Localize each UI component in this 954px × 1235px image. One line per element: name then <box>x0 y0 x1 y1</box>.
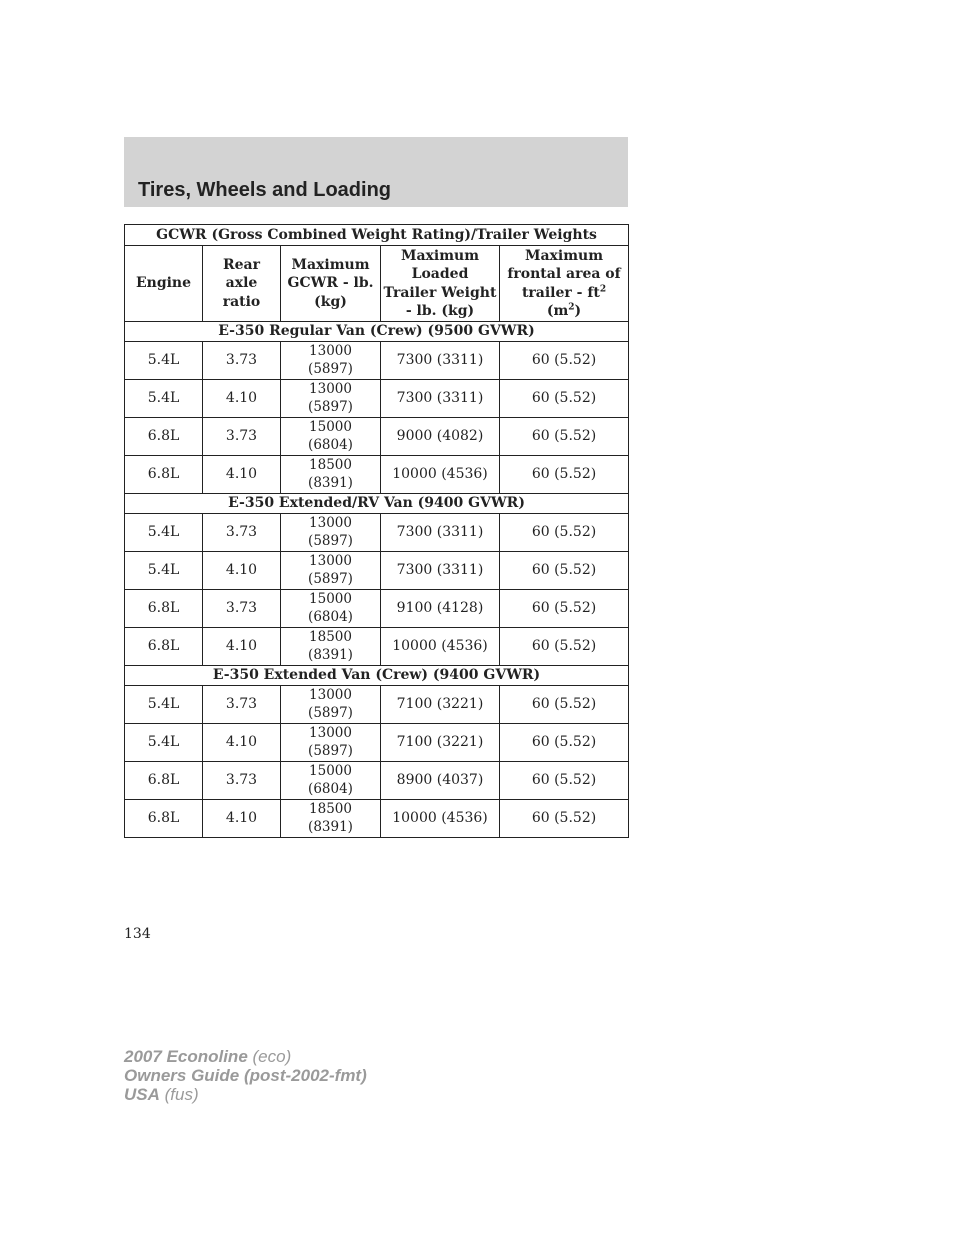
cell-max-frontal-area: 60 (5.52) <box>500 686 629 724</box>
gcwr-kg: (5897) <box>308 532 353 549</box>
section-header-band <box>124 137 628 207</box>
cell-engine: 6.8L <box>125 762 203 800</box>
gcwr-kg: (5897) <box>308 742 353 759</box>
document-footer <box>124 1047 367 1104</box>
cell-max-trailer-weight: 9100 (4128) <box>381 590 500 628</box>
cell-max-trailer-weight: 7300 (3311) <box>381 514 500 552</box>
cell-max-gcwr <box>281 514 381 552</box>
cell-axle-ratio: 4.10 <box>203 628 281 666</box>
cell-axle-ratio: 4.10 <box>203 800 281 838</box>
cell-max-gcwr <box>281 800 381 838</box>
cell-axle-ratio: 3.73 <box>203 418 281 456</box>
cell-max-trailer-weight: 7300 (3311) <box>381 380 500 418</box>
gcwr-kg: (5897) <box>308 570 353 587</box>
cell-max-frontal-area: 60 (5.52) <box>500 342 629 380</box>
gcwr-lb: 18500 <box>309 457 352 473</box>
cell-max-frontal-area: 60 (5.52) <box>500 380 629 418</box>
footer-line-guide: Owners Guide (post-2002-fmt) <box>124 1066 367 1085</box>
section-title: E-350 Extended/RV Van (9400 GVWR) <box>125 494 629 514</box>
table-row <box>125 628 629 666</box>
cell-engine: 5.4L <box>125 380 203 418</box>
section-row <box>125 322 629 342</box>
cell-axle-ratio: 3.73 <box>203 514 281 552</box>
cell-max-frontal-area: 60 (5.52) <box>500 628 629 666</box>
cell-max-gcwr <box>281 590 381 628</box>
gcwr-lb: 13000 <box>309 553 352 569</box>
cell-engine: 6.8L <box>125 590 203 628</box>
gcwr-lb: 13000 <box>309 687 352 703</box>
gcwr-kg: (6804) <box>308 436 353 453</box>
cell-axle-ratio: 4.10 <box>203 552 281 590</box>
cell-max-frontal-area: 60 (5.52) <box>500 724 629 762</box>
cell-max-gcwr <box>281 456 381 494</box>
cell-axle-ratio: 3.73 <box>203 342 281 380</box>
cell-max-gcwr <box>281 686 381 724</box>
table-title-row <box>125 225 629 246</box>
cell-max-gcwr <box>281 628 381 666</box>
cell-engine: 5.4L <box>125 724 203 762</box>
gcwr-kg: (5897) <box>308 360 353 377</box>
cell-max-frontal-area: 60 (5.52) <box>500 418 629 456</box>
table-row <box>125 418 629 456</box>
table-row <box>125 686 629 724</box>
cell-axle-ratio: 3.73 <box>203 686 281 724</box>
table-row <box>125 342 629 380</box>
page-number: 134 <box>124 926 151 942</box>
gcwr-lb: 13000 <box>309 725 352 741</box>
cell-axle-ratio: 4.10 <box>203 380 281 418</box>
cell-axle-ratio: 3.73 <box>203 762 281 800</box>
cell-max-frontal-area: 60 (5.52) <box>500 800 629 838</box>
gcwr-lb: 15000 <box>309 591 352 607</box>
cell-max-frontal-area: 60 (5.52) <box>500 762 629 800</box>
gcwr-kg: (6804) <box>308 608 353 625</box>
cell-max-frontal-area: 60 (5.52) <box>500 456 629 494</box>
cell-max-gcwr <box>281 380 381 418</box>
gcwr-lb: 15000 <box>309 763 352 779</box>
section-title: Tires, Wheels and Loading <box>138 179 392 201</box>
table-row <box>125 800 629 838</box>
cell-engine: 5.4L <box>125 552 203 590</box>
cell-max-gcwr <box>281 418 381 456</box>
cell-max-trailer-weight: 10000 (4536) <box>381 800 500 838</box>
table-header-row <box>125 246 629 322</box>
cell-engine: 5.4L <box>125 686 203 724</box>
cell-axle-ratio: 4.10 <box>203 456 281 494</box>
col-header-max-gcwr: Maximum GCWR - lb. (kg) <box>281 246 381 322</box>
col-header-engine: Engine <box>125 246 203 322</box>
cell-max-trailer-weight: 9000 (4082) <box>381 418 500 456</box>
cell-max-frontal-area: 60 (5.52) <box>500 552 629 590</box>
gcwr-lb: 13000 <box>309 343 352 359</box>
cell-max-frontal-area: 60 (5.52) <box>500 590 629 628</box>
gcwr-lb: 18500 <box>309 801 352 817</box>
table-row <box>125 552 629 590</box>
gcwr-lb: 13000 <box>309 515 352 531</box>
cell-engine: 6.8L <box>125 456 203 494</box>
cell-max-trailer-weight: 7100 (3221) <box>381 724 500 762</box>
cell-max-gcwr <box>281 762 381 800</box>
gcwr-kg: (8391) <box>308 646 353 663</box>
cell-max-trailer-weight: 7100 (3221) <box>381 686 500 724</box>
cell-engine: 6.8L <box>125 628 203 666</box>
footer-line-model: 2007 Econoline (eco) <box>124 1047 292 1066</box>
section-row <box>125 666 629 686</box>
cell-engine: 6.8L <box>125 418 203 456</box>
gcwr-table <box>124 224 629 838</box>
cell-max-trailer-weight: 7300 (3311) <box>381 552 500 590</box>
cell-max-trailer-weight: 10000 (4536) <box>381 456 500 494</box>
table-row <box>125 590 629 628</box>
cell-axle-ratio: 3.73 <box>203 590 281 628</box>
table-row <box>125 514 629 552</box>
gcwr-kg: (6804) <box>308 780 353 797</box>
table-row <box>125 456 629 494</box>
col-header-axle-ratio: Rear axle ratio <box>203 246 281 322</box>
cell-engine: 5.4L <box>125 514 203 552</box>
table-title: GCWR (Gross Combined Weight Rating)/Trailer Weights <box>125 225 629 246</box>
cell-max-trailer-weight: 10000 (4536) <box>381 628 500 666</box>
section-title: E-350 Regular Van (Crew) (9500 GVWR) <box>125 322 629 342</box>
cell-engine: 5.4L <box>125 342 203 380</box>
gcwr-lb: 13000 <box>309 381 352 397</box>
table-row <box>125 380 629 418</box>
section-title: E-350 Extended Van (Crew) (9400 GVWR) <box>125 666 629 686</box>
gcwr-lb: 15000 <box>309 419 352 435</box>
cell-max-trailer-weight: 7300 (3311) <box>381 342 500 380</box>
footer-line-market: USA (fus) <box>124 1085 199 1104</box>
col-header-max-trailer-weight: Maximum Loaded Trailer Weight - lb. (kg) <box>381 246 500 322</box>
table-row <box>125 762 629 800</box>
cell-axle-ratio: 4.10 <box>203 724 281 762</box>
section-row <box>125 494 629 514</box>
cell-engine: 6.8L <box>125 800 203 838</box>
cell-max-gcwr <box>281 342 381 380</box>
gcwr-kg: (5897) <box>308 704 353 721</box>
gcwr-kg: (5897) <box>308 398 353 415</box>
cell-max-gcwr <box>281 552 381 590</box>
cell-max-frontal-area: 60 (5.52) <box>500 514 629 552</box>
cell-max-gcwr <box>281 724 381 762</box>
col-header-max-frontal-area: Maximum frontal area of trailer - $ft^2$ $(m^2)$ <box>500 246 629 322</box>
gcwr-kg: (8391) <box>308 474 353 491</box>
gcwr-kg: (8391) <box>308 818 353 835</box>
gcwr-lb: 18500 <box>309 629 352 645</box>
table-row <box>125 724 629 762</box>
cell-max-trailer-weight: 8900 (4037) <box>381 762 500 800</box>
